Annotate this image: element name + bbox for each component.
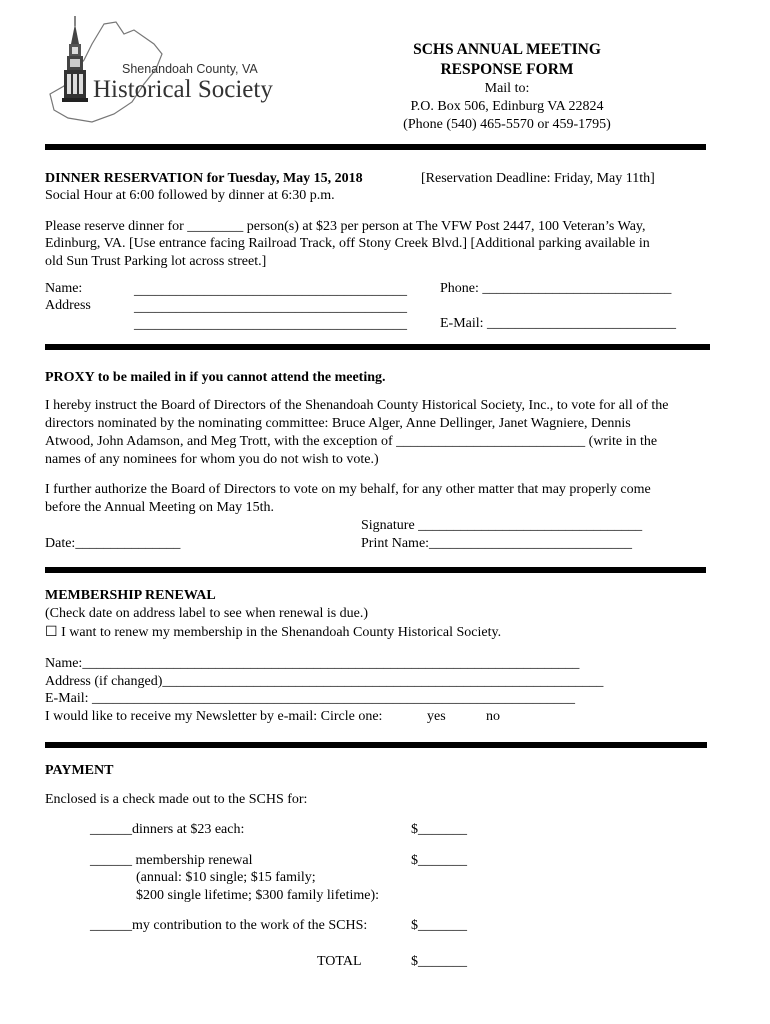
dinner-address-field-1[interactable]: _______________________________________ [134,300,407,315]
reserve-text-line3: old Sun Trust Parking lot across street.] [45,254,267,269]
renewal-field[interactable]: ______ membership renewal [90,853,253,868]
renew-checkbox-label: I want to renew my membership in the Shenandoah County Historical Society. [61,625,502,640]
member-name-field[interactable]: Name:_______________________________________________________________________ [45,656,580,671]
authorize-text-line1: I further authorize the Board of Directors to vote on my behalf, for any other matter that may properly come [45,482,651,497]
payment-enclosed-text: Enclosed is a check made out to the SCHS for: [45,792,308,807]
proxy-date-field[interactable]: Date:_______________ [45,536,181,551]
mail-to-label: Mail to: [484,81,530,96]
dinner-heading: DINNER RESERVATION for Tuesday, May 15, 2018 [45,171,363,186]
reserve-text-line2: Edinburg, VA. [Use entrance facing Railroad Track, off Stony Creek Blvd.] [Additional parking available in [45,236,650,251]
dinners-amount-field[interactable]: $_______ [411,822,467,837]
total-amount-field[interactable]: $_______ [411,954,467,969]
dinner-name-field[interactable]: _______________________________________ [134,283,407,298]
proxy-text-line2: directors nominated by the nominating committee: Bruce Alger, Anne Dellinger, Janet Wagniere, Dennis [45,416,631,431]
renewal-amount-field[interactable]: $_______ [411,853,467,868]
logo-county-text: Shenandoah County, VA [122,62,258,76]
renewal-rates-line1: (annual: $10 single; $15 family; [136,870,316,885]
member-email-field[interactable]: E-Mail: _____________________________________________________________________ [45,691,576,706]
signature-field[interactable]: Signature ________________________________ [361,518,643,533]
proxy-text-line4: names of any nominees for whom you do not wish to vote.) [45,452,379,467]
section-divider [45,742,707,748]
renew-checkbox-row[interactable] [45,624,501,641]
membership-heading: MEMBERSHIP RENEWAL [45,588,216,603]
society-logo [44,14,273,126]
newsletter-preference-text: I would like to receive my Newsletter by e-mail: Circle one: [45,709,383,724]
newsletter-yes-option[interactable]: yes [427,709,446,724]
dinner-name-label: Name: [45,281,83,296]
dinner-email-field[interactable]: E-Mail: ___________________________ [440,316,677,331]
reservation-deadline: [Reservation Deadline: Friday, May 11th] [421,171,655,186]
section-divider [45,567,706,573]
dinner-address-field-2[interactable]: _______________________________________ [134,317,407,332]
contribution-field[interactable]: ______my contribution to the work of the SCHS: [90,918,368,933]
authorize-text-line2: before the Annual Meeting on May 15th. [45,500,275,515]
form-title-line2: RESPONSE FORM [440,61,574,78]
section-divider [45,344,710,350]
renew-checkbox[interactable]: ☐ [45,625,58,640]
dinner-phone-field[interactable]: Phone: ___________________________ [440,281,672,296]
renewal-check-note: (Check date on address label to see when renewal is due.) [45,606,369,621]
section-divider [45,144,706,150]
social-hour-text: Social Hour at 6:00 followed by dinner at 6:30 p.m. [45,188,335,203]
member-address-field[interactable]: Address (if changed)_______________________________________________________________ [45,674,604,689]
proxy-text-line1: I hereby instruct the Board of Directors of the Shenandoah County Historical Society, Inc., to vote for all of the [45,398,669,413]
form-title-line1: SCHS ANNUAL MEETING [413,41,601,58]
total-label: TOTAL [317,954,362,969]
contact-phone: (Phone (540) 465-5570 or 459-1795) [403,117,611,132]
proxy-text-line3: Atwood, John Adamson, and Meg Trott, with the exception of ___________________________ (write in the [45,434,658,449]
logo-society-text: Historical Society [93,76,273,103]
renewal-rates-line2: $200 single lifetime; $300 family lifetime): [136,888,380,903]
print-name-field[interactable]: Print Name:_____________________________ [361,536,633,551]
contribution-amount-field[interactable]: $_______ [411,918,467,933]
mail-address: P.O. Box 506, Edinburg VA 22824 [410,99,604,114]
proxy-heading: PROXY to be mailed in if you cannot attend the meeting. [45,370,386,385]
reserve-text-line1: Please reserve dinner for ________ person(s) at $23 per person at The VFW Post 2447, 100 Veteran’s Way, [45,219,646,234]
dinners-count-field[interactable]: ______dinners at $23 each: [90,822,245,837]
dinner-address-label: Address [45,298,91,313]
newsletter-no-option[interactable]: no [486,709,500,724]
payment-heading: PAYMENT [45,763,114,778]
